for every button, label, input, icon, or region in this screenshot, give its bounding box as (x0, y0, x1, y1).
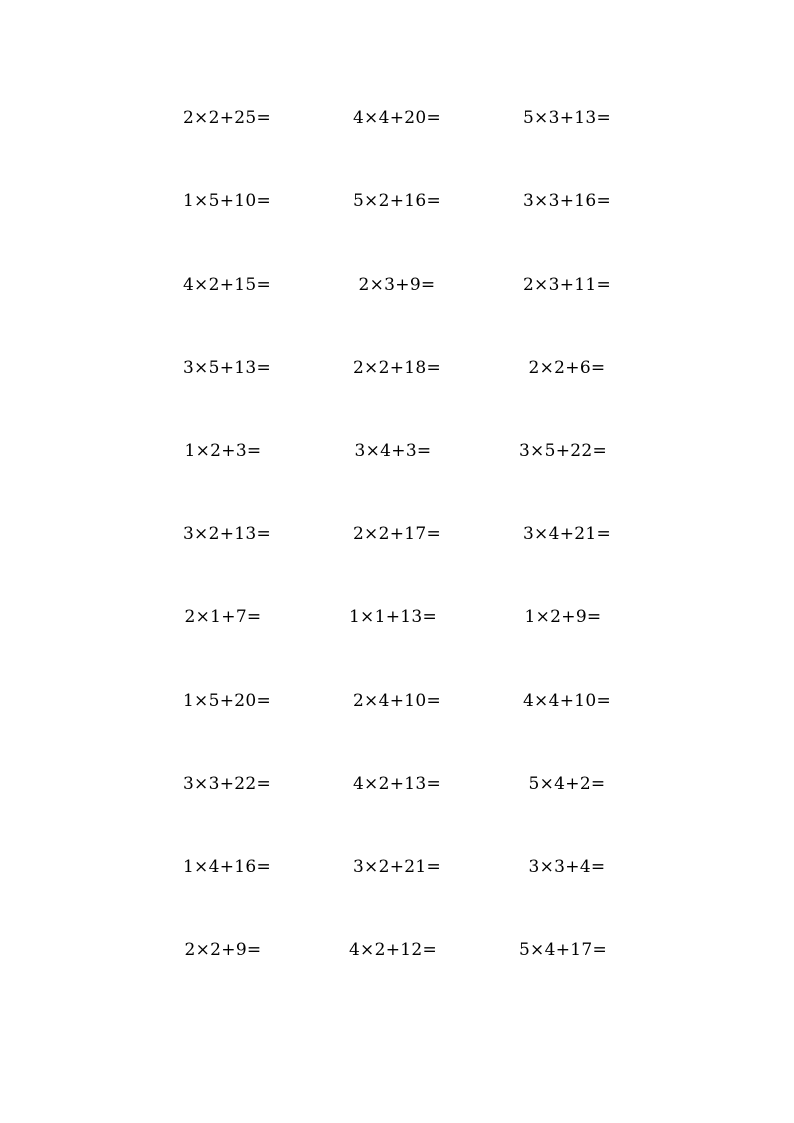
problem: 5×4+2= (528, 774, 606, 794)
problem-row (0, 439, 794, 463)
problem-row (0, 772, 794, 796)
problem: 4×4+20= (352, 108, 442, 128)
problem: 5×4+17= (518, 940, 608, 960)
problem-row (0, 522, 794, 546)
problem: 1×4+16= (182, 857, 272, 877)
problem: 3×3+4= (528, 857, 606, 877)
problem-row (0, 938, 794, 962)
problem: 5×3+13= (522, 108, 612, 128)
problem: 5×2+16= (352, 191, 442, 211)
problem: 2×2+18= (352, 358, 442, 378)
problem: 3×3+16= (522, 191, 612, 211)
problem: 1×2+3= (184, 441, 262, 461)
problem: 4×2+15= (182, 275, 272, 295)
problem-row (0, 605, 794, 629)
problem: 1×5+20= (182, 691, 272, 711)
problem: 3×4+3= (354, 441, 432, 461)
problem: 3×2+21= (352, 857, 442, 877)
problem-row (0, 689, 794, 713)
problem: 3×4+21= (522, 524, 612, 544)
problem: 2×3+11= (522, 275, 612, 295)
problem: 1×5+10= (182, 191, 272, 211)
problem: 2×2+9= (184, 940, 262, 960)
problem: 4×4+10= (522, 691, 612, 711)
problem: 3×2+13= (182, 524, 272, 544)
problem: 3×5+13= (182, 358, 272, 378)
problem: 2×2+6= (528, 358, 606, 378)
problem-row (0, 189, 794, 213)
problem: 4×2+13= (352, 774, 442, 794)
problem: 4×2+12= (348, 940, 438, 960)
problem: 2×1+7= (184, 607, 262, 627)
problem: 1×2+9= (524, 607, 602, 627)
problem: 2×2+25= (182, 108, 272, 128)
problem: 2×4+10= (352, 691, 442, 711)
problem: 3×3+22= (182, 774, 272, 794)
problem-row (0, 273, 794, 297)
problem: 2×3+9= (358, 275, 436, 295)
problem-row (0, 106, 794, 130)
problem-row (0, 356, 794, 380)
problem: 3×5+22= (518, 441, 608, 461)
problem-row (0, 855, 794, 879)
problem: 1×1+13= (348, 607, 438, 627)
problem: 2×2+17= (352, 524, 442, 544)
